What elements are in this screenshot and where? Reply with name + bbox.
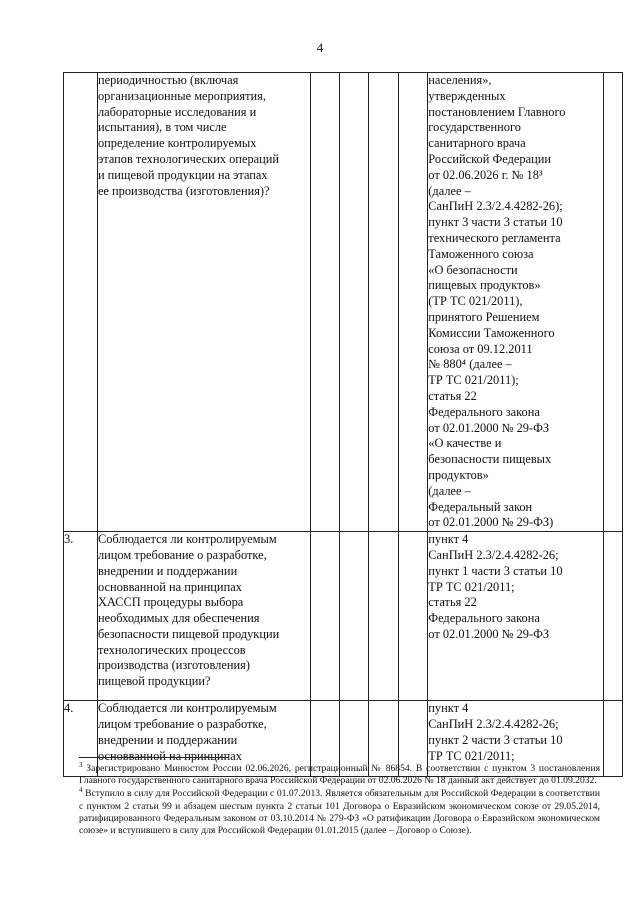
table-row [64,73,623,532]
footnote-3 [79,760,600,787]
row-number: 4. [64,701,98,777]
question-cell: Соблюдается ли контролируемым лицом требование о разработке, внедрении и поддержании основванной на принципах ХАССП процедуры выбора необходимых для обеспечения безопасности пищевой продукции технологических процессов производства (изготовления) пищевой продукции? [97,532,310,701]
answer-no-cell [340,73,369,532]
footnote-mark: 4 [79,786,83,795]
answer-yes-cell [310,532,339,701]
legal-reference-cell: населения», утвержденных постановлением Главного государственного санитарного врача Российской Федерации от 02.06.2026 г. № 18³ (далее – СанПиН 2.3/2.4.4282-26); пункт 3 части 3 статьи 10 технического регламента Таможенного союза «О безопасности пищевых продуктов» (ТР ТС 021/2011), принятого Решением Комиссии Таможенного союза от 09.12.2011 № 880⁴ (далее – ТР ТС 021/2011); статья 22 Федерального закона от 02.01.2000 № 29-ФЗ «О качестве и безопасности пищевых продуктов» (далее – Федеральный закон от 02.01.2000 № 29-ФЗ) [428,73,603,532]
answer-extra-cell [398,532,427,701]
question-cell: Соблюдается ли контролируемым лицом требование о разработке, внедрении и поддержании основванной на принципах [97,701,310,777]
legal-reference-cell: пункт 4 СанПиН 2.3/2.4.4282-26; пункт 1 части 3 статьи 10 ТР ТС 021/2011; статья 22 Федерального закона от 02.01.2000 № 29-ФЗ [428,532,603,701]
footnotes [79,760,600,838]
row-number [64,73,98,532]
answer-na-cell [369,73,398,532]
footnote-4 [79,788,600,837]
footnote-divider [79,757,229,758]
note-cell [603,701,622,777]
legal-reference-cell: пункт 4 СанПиН 2.3/2.4.4282-26; пункт 2 части 3 статьи 10 ТР ТС 021/2011; [428,701,603,777]
table-row [64,532,623,701]
answer-na-cell [369,532,398,701]
checklist-table [63,72,623,777]
answer-no-cell [340,532,369,701]
footnote-text: Вступило в силу для Российской Федерации с 01.07.2013. Является обязательным для Российской Федерации в соответствии с пунктом 2 статьи 99 и абзацем шестым пункта 2 статьи 101 Договора о Евразийском экономическом союзе от 29.05.2014, ратифицированного Федеральным законом от 03.10.2014 № 279-ФЗ «О ратификации Договора о Евразийском экономическом союзе» и вступившего в силу для Российской Федерации 01.01.2015 (далее – Договор о Союзе). [79,788,600,837]
question-cell: периодичностью (включая организационные мероприятия, лабораторные исследования и испытания), в том числе определение контролируемых этапов технологических операций и пищевой продукции на этапах ее производства (изготовления)? [97,73,310,532]
note-cell [603,73,622,532]
answer-extra-cell [398,73,427,532]
footnote-text: Зарегистрировано Минюстом России 02.06.2026, регистрационный № 86854. В соответствии с пунктом 3 постановления Главного государственного санитарного врача Российской Федерации от 02.06.2026 № 18 данный акт действует до 01.09.2032. [79,763,600,787]
note-cell [603,532,622,701]
row-number: 3. [64,532,98,701]
footnote-mark: 3 [79,760,83,769]
page-number: 4 [316,40,324,55]
answer-yes-cell [310,73,339,532]
